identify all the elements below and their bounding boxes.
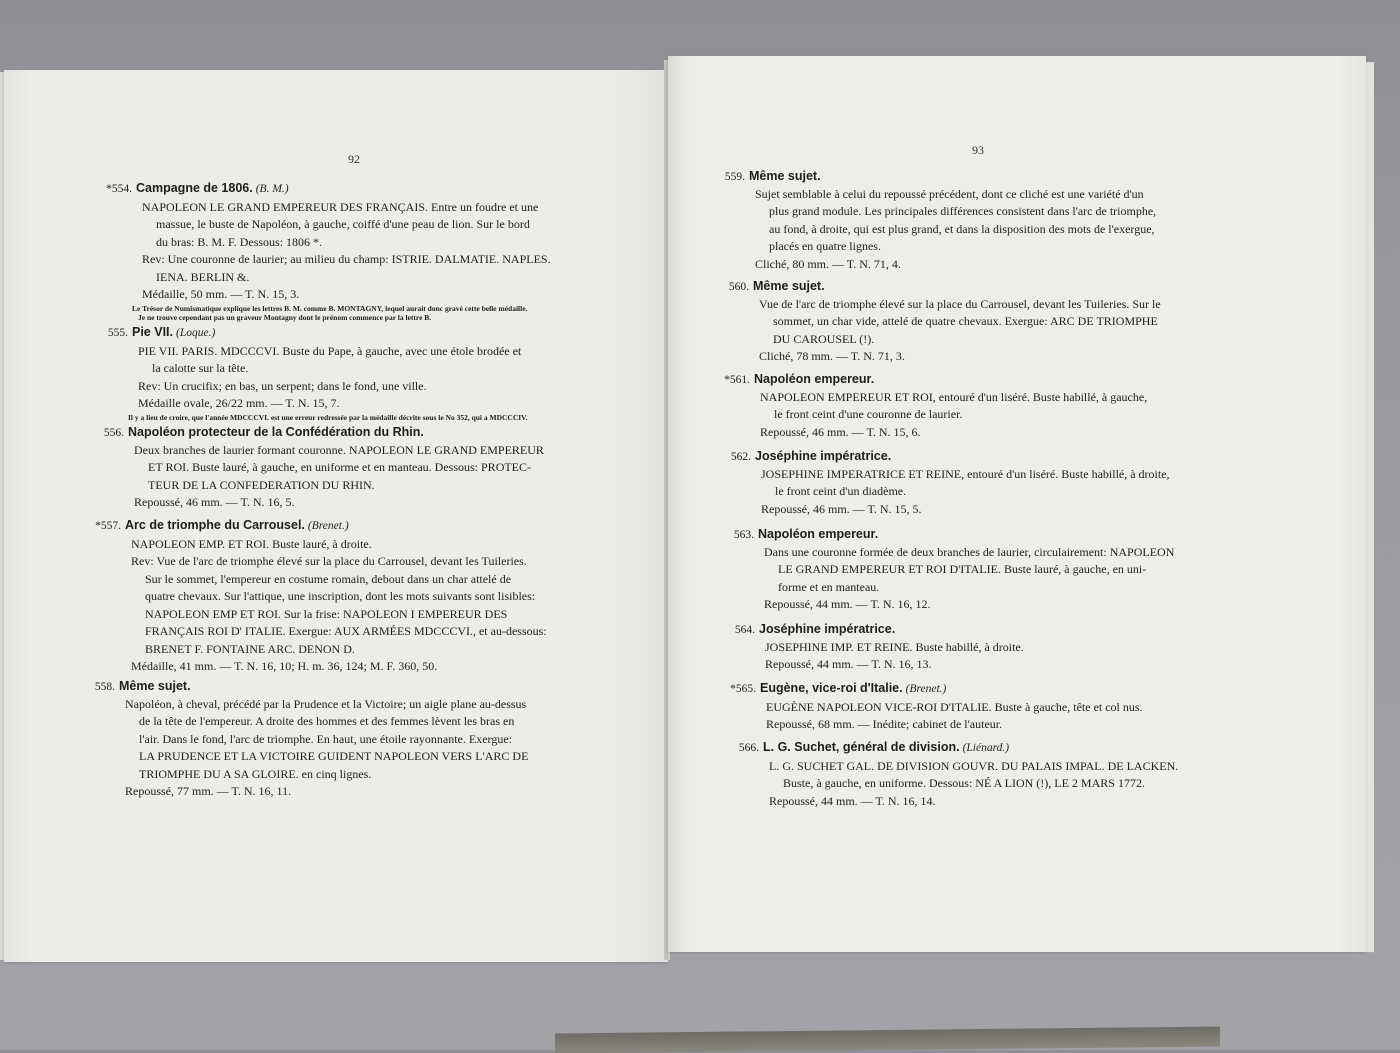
entry-text-line: le front ceint d'un diadème. [775,484,907,498]
entry-footnote: Il y a lieu de croire, que l'année MDCCCVI. est une erreur redressée par la médaille décrite sous le No 352, qui a MDCCCIV. [128,412,528,422]
entry-text-line: Médaille, 50 mm. — T. N. 15, 3. [142,287,300,301]
entry-text-line: sommet, un char vide, attelé de quatre chevaux. Exergue: ARC DE TRIOMPHE [773,314,1158,328]
right-page [668,56,1366,952]
entry-number: *557. [95,520,121,532]
entry-text-line: plus grand module. Les principales différences consistent dans l'arc de triomphe, [769,204,1157,218]
entry-text-line: NAPOLEON EMPEREUR ET ROI, entouré d'un liséré. Buste habillé, à gauche, [760,389,1148,404]
underlying-book-edge [555,1027,1220,1053]
entry-text-line: quatre chevaux. Sur l'attique, une inscription, dont les mots suivants sont lisibles: [145,589,536,603]
entry-text-line: Sur le sommet, l'empereur en costume romain, debout dans un char attelé de [145,571,512,586]
entry-engraver: (Brenet.) [307,520,349,532]
entry-text-line: Buste, à gauche, en uniforme. Dessous: NÉ A LION (!), LE 2 MARS 1772. [783,776,1145,790]
entry-text-line: DU CAROUSEL (!). [773,331,875,346]
entry-text-line: Repoussé, 44 mm. — T. N. 16, 14. [769,793,936,808]
entry-number: 555. [107,327,128,339]
entry-title: Même sujet. [749,169,821,183]
entry-text-line: PIE VII. PARIS. MDCCCVI. Buste du Pape, à gauche, avec une étole brodée et [138,343,522,358]
entry-footnote: Le Trésor de Numismatique explique les lettres B. M. comme B. MONTAGNY, lequel aurait donc gravé cette belle médaille. [132,303,528,313]
catalog-entry [103,424,544,512]
catalog-entry [724,371,1148,441]
entry-title: Pie VII. [132,325,173,339]
entry-text-line: la calotte sur la tête. [152,361,249,375]
entry-text-line: massue, le buste de Napoléon, à gauche, coiffé d'une peau de lion. Sur le bord [156,217,530,231]
entry-engraver: (B. M.) [255,183,289,195]
catalog-entry [738,739,1179,810]
page-number: 92 [348,152,360,166]
entry-text-line: BRENET F. FONTAINE ARC. DENON D. [145,641,355,656]
entry-number: 559. [724,171,745,183]
catalog-entry [734,621,1024,674]
left-page [4,70,668,962]
entry-text-line: Napoléon, à cheval, précédé par la Prudence et la Victoire; un aigle plane au-dessus [125,696,527,711]
entry-number: 562. [730,451,751,463]
entry-text-line: TRIOMPHE DU A SA GLOIRE. en cinq lignes. [139,766,372,781]
entry-number: *565. [730,683,756,695]
entry-number: 560. [728,281,749,293]
entry-text-line: le front ceint d'une couronne de laurier. [774,407,963,421]
catalog-entry [95,517,547,676]
catalog-entry [730,680,1143,734]
entry-text-line: Repoussé, 46 mm. — T. N. 15, 6. [760,424,921,439]
catalog-entry [730,448,1170,518]
entry-text-line: de la tête de l'empereur. A droite des hommes et des femmes lèvent les bras en [139,714,515,728]
entry-title: Napoléon protecteur de la Confédération du Rhin. [128,425,424,439]
entry-number: *561. [724,374,750,386]
entry-text-line: NAPOLEON EMP. ET ROI. Buste lauré, à droite. [131,536,372,551]
entry-title: Napoléon empereur. [754,372,875,386]
entry-text-line: LE GRAND EMPEREUR ET ROI D'ITALIE. Buste lauré, à gauche, en uni- [778,562,1147,576]
entry-text-line: FRANÇAIS ROI D' ITALIE. Exergue: AUX ARMÉES MDCCCVI., et au-dessous: [145,624,547,638]
entry-text-line: L. G. SUCHET GAL. DE DIVISION GOUVR. DU PALAIS IMPAL. DE LACKEN. [769,758,1179,773]
entry-text-line: Médaille, 41 mm. — T. N. 16, 10; H. m. 36, 124; M. F. 360, 50. [131,659,438,673]
entry-text-line: du bras: B. M. F. Dessous: 1806 *. [156,234,323,249]
entry-text-line: Repoussé, 44 mm. — T. N. 16, 13. [765,657,932,671]
entry-title: Même sujet. [753,279,825,293]
entry-text-line: placés en quatre lignes. [769,239,881,253]
entry-engraver: (Loque.) [176,327,216,339]
entry-text-line: Cliché, 80 mm. — T. N. 71, 4. [755,256,901,271]
entry-title: Arc de triomphe du Carrousel. [125,518,305,532]
entry-engraver: (Brenet.) [905,683,947,695]
entry-text-line: NAPOLEON LE GRAND EMPEREUR DES FRANÇAIS. Entre un foudre et une [142,199,539,214]
entry-title: Même sujet. [119,679,191,693]
entry-number: 558. [94,681,115,693]
entry-number: 563. [733,529,754,541]
entry-text-line: Repoussé, 46 mm. — T. N. 15, 5. [761,501,922,516]
entry-number: 564. [734,624,755,636]
entry-text-line: JOSEPHINE IMPERATRICE ET REINE, entouré d'un liséré. Buste habillé, à droite, [761,466,1170,481]
catalog-entry [107,324,528,422]
entry-text-line: Repoussé, 44 mm. — T. N. 16, 12. [764,597,931,611]
entry-text-line: Sujet semblable à celui du repoussé précédent, dont ce cliché est une variété d'un [755,186,1144,201]
entry-number: 566. [738,742,759,754]
catalog-entry [728,278,1161,366]
entry-text-line: Repoussé, 46 mm. — T. N. 16, 5. [134,495,295,509]
entry-text-line: ET ROI. Buste lauré, à gauche, en uniforme et en manteau. Dessous: PROTEC- [148,460,532,474]
entry-text-line: JOSEPHINE IMP. ET REINE. Buste habillé, à droite. [765,639,1024,654]
entry-title: Napoléon empereur. [758,527,879,541]
entry-text-line: l'air. Dans le fond, l'arc de triomphe. En haut, une étoile rayonnante. Exergue: [139,731,512,746]
entry-text-line: Cliché, 78 mm. — T. N. 71, 3. [759,349,905,363]
entry-text-line: au fond, à droite, qui est plus grand, et dans la disposition des mots de l'exergue, [769,221,1155,236]
entry-text-line: Repoussé, 77 mm. — T. N. 16, 11. [125,784,292,798]
entry-text-line: Repoussé, 68 mm. — Inédite; cabinet de l'auteur. [766,717,1003,731]
entry-title: Campagne de 1806. [136,181,253,195]
catalog-entry [94,678,529,801]
entry-title: Eugène, vice-roi d'Italie. [760,681,903,695]
entry-text-line: forme et en manteau. [778,579,880,594]
entry-text-line: Vue de l'arc de triomphe élevé sur la place du Carrousel, devant les Tuileries. Sur le [759,296,1161,311]
catalog-entry [724,168,1157,273]
entry-engraver: (Liénard.) [962,742,1010,754]
entry-text-line: Rev: Vue de l'arc de triomphe élevé sur la place du Carrousel, devant les Tuileries. [131,554,527,568]
entry-text-line: Rev: Un crucifix; en bas, un serpent; dans le fond, une ville. [138,378,427,393]
page-number: 93 [972,143,984,157]
catalog-entry [733,526,1175,614]
entry-text-line: Dans une couronne formée de deux branches de laurier, circulairement: NAPOLEON [764,544,1175,559]
entry-title: Joséphine impératrice. [759,622,896,636]
entry-number: 556. [103,427,124,439]
entry-text-line: IENA. BERLIN &. [156,269,250,284]
entry-text-line: Deux branches de laurier formant couronne. NAPOLEON LE GRAND EMPEREUR [134,442,544,457]
entry-text-line: LA PRUDENCE ET LA VICTOIRE GUIDENT NAPOLEON VERS L'ARC DE [139,749,529,763]
entry-text-line: NAPOLEON EMP ET ROI. Sur la frise: NAPOLEON I EMPEREUR DES [145,606,508,621]
entry-number: *554. [106,183,132,195]
entry-text-line: Médaille ovale, 26/22 mm. — T. N. 15, 7. [138,396,340,410]
entry-title: L. G. Suchet, général de division. [763,740,960,754]
entry-text-line: EUGÈNE NAPOLEON VICE-ROI D'ITALIE. Buste à gauche, tête et col nus. [766,699,1143,714]
entry-footnote: Je ne trouve cependant pas un graveur Montagny dont le prénom commence par la lettre B. [138,312,432,322]
entry-text-line: Rev: Une couronne de laurier; au milieu du champ: ISTRIE. DALMATIE. NAPLES. [142,252,551,266]
catalog-entry [106,180,551,322]
entry-title: Joséphine impératrice. [755,449,892,463]
entry-text-line: TEUR DE LA CONFEDERATION DU RHIN. [148,477,375,492]
